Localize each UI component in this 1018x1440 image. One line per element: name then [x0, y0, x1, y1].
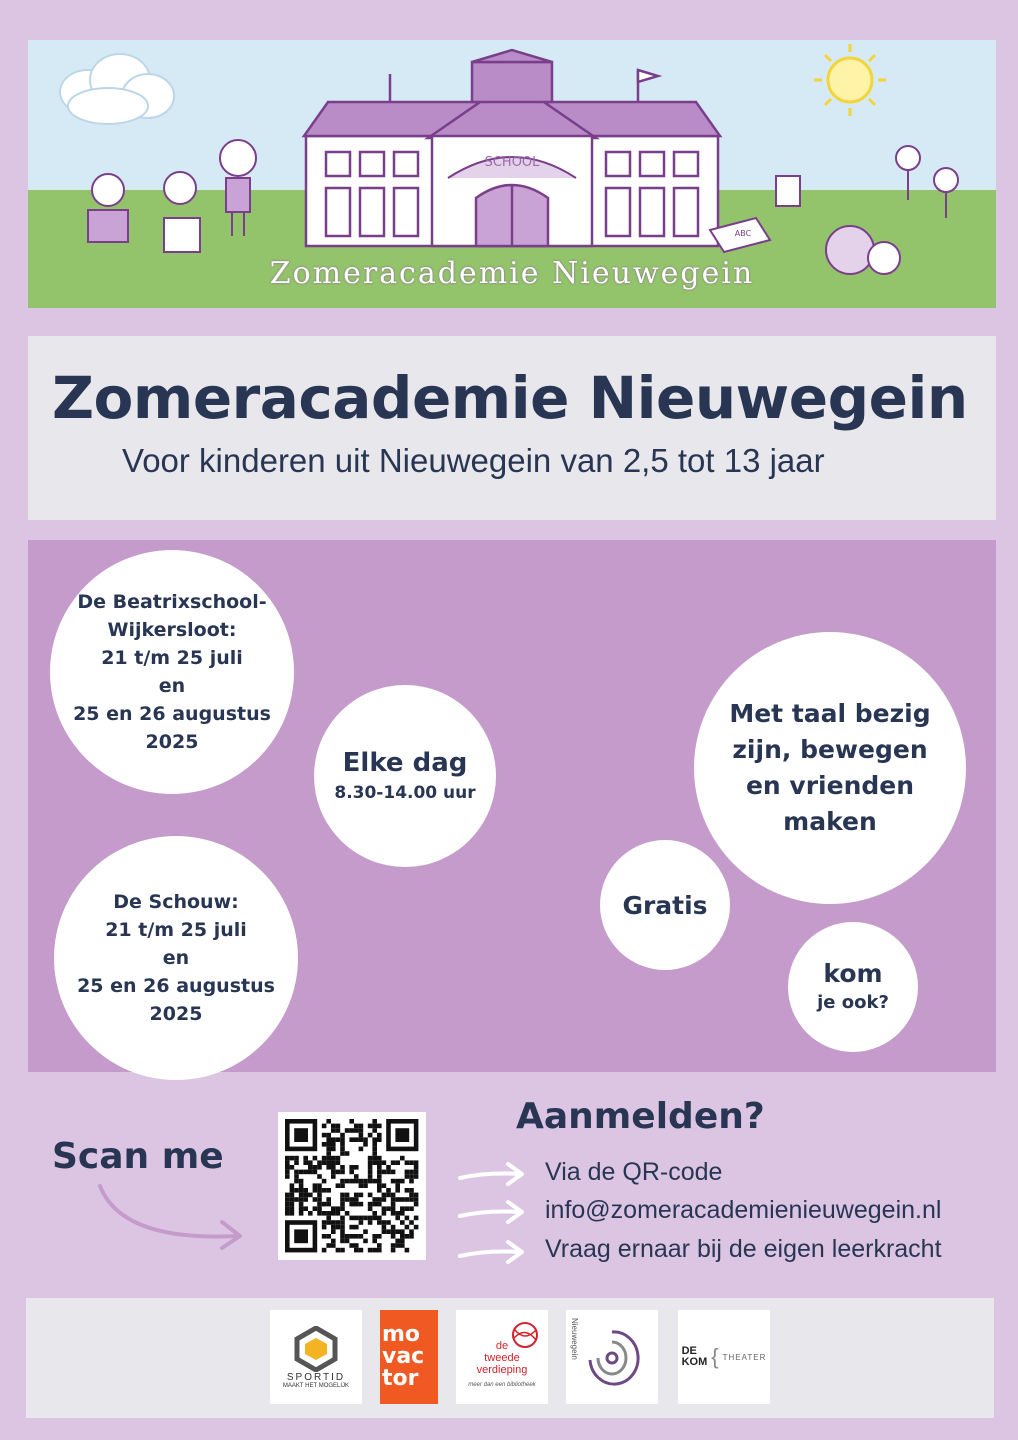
sportid-tagline: MAAKT HET MOGELIJK	[282, 1382, 350, 1389]
beatrix-line: en	[158, 675, 186, 697]
schouw-line: 2025	[149, 1003, 203, 1025]
curved-arrow-icon	[92, 1180, 252, 1260]
tweede-line: verdieping	[476, 1364, 528, 1376]
option-email[interactable]: info@zomeracademienieuwegein.nl	[545, 1196, 942, 1224]
header-banner	[28, 40, 996, 308]
schouw-line: De Schouw:	[113, 891, 239, 913]
beatrix-line: Wijkersloot:	[107, 619, 237, 641]
beatrix-line: 2025	[145, 731, 199, 753]
dekom-line: KOM	[681, 1356, 708, 1368]
beatrix-line: 21 t/m 25 juli	[101, 647, 243, 669]
movactor-line: vac	[382, 1344, 425, 1369]
dekom-line: DE	[681, 1345, 697, 1357]
circle-gratis: Gratis	[600, 840, 730, 970]
schouw-line: 21 t/m 25 juli	[105, 919, 247, 941]
qr-code[interactable]	[278, 1112, 426, 1260]
qr-code-image	[278, 1112, 426, 1260]
logo-de-kom-theater	[678, 1310, 770, 1404]
movactor-line: mo	[382, 1322, 421, 1347]
taal-line: en vrienden	[745, 771, 915, 800]
sportid-name: SPORTID	[286, 1371, 346, 1383]
scan-me-label: Scan me	[52, 1136, 224, 1177]
arrow-right-icon	[456, 1160, 528, 1188]
arrow-right-icon	[456, 1198, 528, 1226]
logo-sportid	[270, 1310, 362, 1404]
circle-taal	[694, 632, 966, 904]
nieuwegein-name: Nieuwegein	[570, 1318, 579, 1360]
info-section	[28, 540, 996, 1072]
aanmelden-title: Aanmelden?	[516, 1096, 765, 1137]
circle-elke-dag	[314, 685, 496, 867]
option-qr-code: Via de QR-code	[545, 1158, 723, 1186]
tweede-line: tweede	[484, 1352, 520, 1364]
dekom-theater: THEATER	[722, 1352, 767, 1362]
circle-kom-je-ook	[788, 922, 918, 1052]
movactor-line: tor	[382, 1366, 419, 1391]
beatrix-line: 25 en 26 augustus	[73, 703, 271, 725]
arrow-right-icon	[456, 1238, 528, 1266]
schouw-line: en	[162, 947, 190, 969]
option-leerkracht: Vraag ernaar bij de eigen leerkracht	[545, 1235, 942, 1263]
page-title: Zomeracademie Nieuwegein	[52, 364, 968, 432]
elke-dag-time: 8.30-14.00 uur	[334, 783, 476, 803]
school-sign: SCHOOL	[484, 155, 540, 170]
schouw-line: 25 en 26 augustus	[77, 975, 275, 997]
title-section	[28, 336, 996, 520]
beatrix-line: De Beatrixschool-	[77, 591, 267, 613]
logo-de-tweede-verdieping	[456, 1310, 548, 1404]
taal-line: Met taal bezig	[729, 699, 931, 728]
yarn-ball-icon	[508, 1322, 542, 1348]
sponsor-logos	[26, 1298, 994, 1418]
tweede-line: de	[495, 1340, 509, 1352]
hexagon-icon	[294, 1326, 338, 1372]
elke-dag-title: Elke dag	[342, 748, 468, 778]
tweede-tagline: meer dan een bibliotheek	[468, 1382, 536, 1388]
brace-icon: {	[711, 1344, 719, 1369]
kom-title: kom	[823, 959, 883, 988]
logo-movactor	[380, 1310, 438, 1404]
page-subtitle: Voor kinderen uit Nieuwegein van 2,5 tot 13 jaar	[122, 442, 825, 479]
taal-line: zijn, bewegen	[732, 735, 928, 764]
kom-sub: je ook?	[817, 992, 889, 1013]
banner-caption: Zomeracademie Nieuwegein	[269, 256, 755, 291]
spiral-icon	[582, 1324, 642, 1390]
taal-line: maken	[783, 807, 877, 836]
circle-beatrixschool	[50, 550, 294, 794]
book-label: ABC	[734, 229, 752, 238]
logo-gemeente-nieuwegein	[566, 1310, 658, 1404]
circle-de-schouw	[54, 836, 298, 1080]
